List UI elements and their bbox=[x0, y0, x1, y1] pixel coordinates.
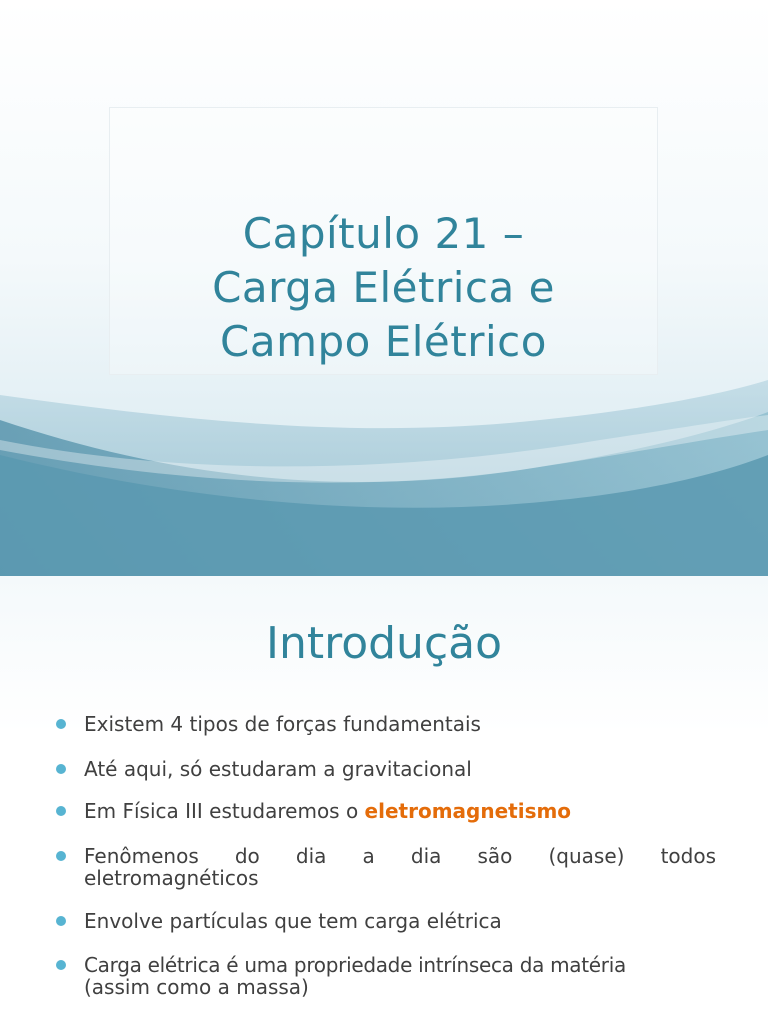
bullet-item bbox=[84, 954, 716, 998]
bullet-text-line: (assim como a massa) bbox=[84, 975, 309, 999]
bullet-icon bbox=[56, 851, 66, 861]
title-line: Carga Elétrica e bbox=[212, 263, 555, 312]
title-line: Capítulo 21 – bbox=[242, 209, 525, 258]
bullet-text: Até aqui, só estudaram a gravitacional bbox=[84, 757, 472, 781]
title-line: Campo Elétrico bbox=[220, 317, 547, 366]
bullet-icon bbox=[56, 806, 66, 816]
bullet-item bbox=[84, 758, 716, 780]
bullet-text: Envolve partículas que tem carga elétrica bbox=[84, 909, 502, 933]
bullet-item bbox=[84, 713, 716, 735]
bullet-text: Existem 4 tipos de forças fundamentais bbox=[84, 712, 481, 736]
bullet-text-line: Fenômenos do dia a dia são (quase) todos bbox=[84, 844, 716, 868]
bullet-text bbox=[84, 800, 716, 822]
highlight-term: eletromagnetismo bbox=[364, 799, 572, 823]
content-slide bbox=[0, 576, 768, 1024]
slide-heading: Introdução bbox=[265, 618, 503, 669]
bullet-item bbox=[84, 845, 716, 889]
bullet-text-plain: Em Física III estudaremos o bbox=[84, 799, 365, 823]
bullet-icon bbox=[56, 764, 66, 774]
bullet-item bbox=[84, 800, 716, 822]
bullet-icon bbox=[56, 960, 66, 970]
bullet-text-line: Carga elétrica é uma propriedade intrínseca da matéria bbox=[84, 953, 626, 977]
bullet-text-line: eletromagnéticos bbox=[84, 866, 259, 890]
bullet-icon bbox=[56, 916, 66, 926]
bullet-icon bbox=[56, 719, 66, 729]
slide-title bbox=[109, 207, 658, 369]
bullet-item bbox=[84, 910, 716, 932]
